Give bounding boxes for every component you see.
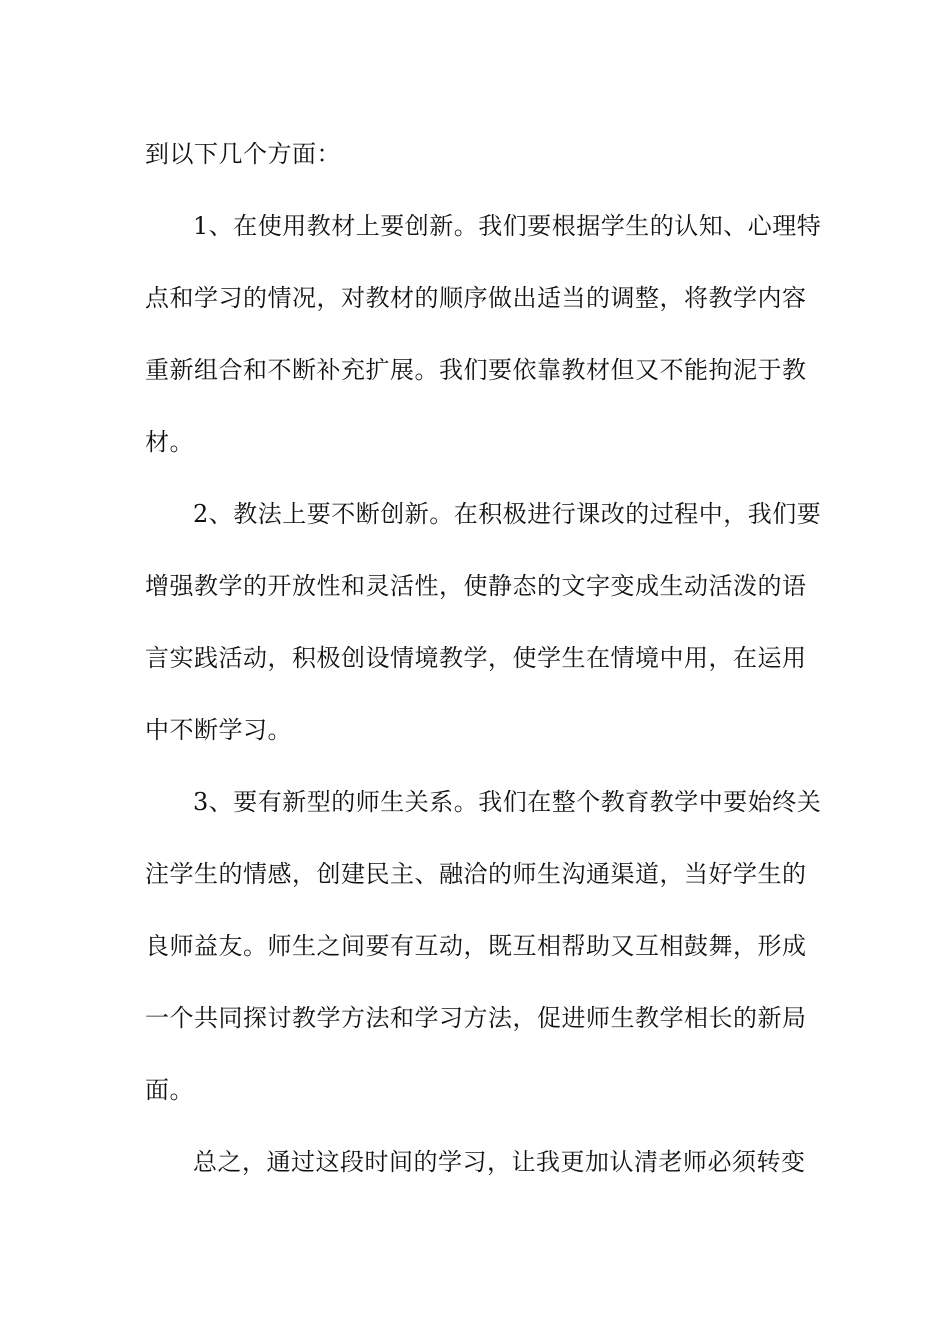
text-line: 总之，通过这段时间的学习，让我更加认清老师必须转变: [193, 1148, 806, 1176]
text-line: 点和学习的情况，对教材的顺序做出适当的调整，将教学内容: [145, 284, 807, 312]
text-line: 材。: [145, 428, 194, 456]
text-line: 注学生的情感，创建民主、融洽的师生沟通渠道，当好学生的: [145, 860, 807, 888]
text-line: 2、教法上要不断创新。在积极进行课改的过程中，我们要: [193, 500, 822, 528]
text-line: 3、要有新型的师生关系。我们在整个教育教学中要始终关: [193, 788, 822, 816]
text-line: 到以下几个方面：: [145, 140, 341, 168]
text-line: 中不断学习。: [145, 716, 292, 744]
text-line: 良师益友。师生之间要有互动，既互相帮助又互相鼓舞，形成: [145, 932, 807, 960]
text-line: 增强教学的开放性和灵活性，使静态的文字变成生动活泼的语: [145, 572, 807, 600]
text-line: 面。: [145, 1076, 194, 1104]
text-line: 言实践活动，积极创设情境教学，使学生在情境中用，在运用: [145, 644, 807, 672]
text-line: 一个共同探讨教学方法和学习方法，促进师生教学相长的新局: [145, 1004, 807, 1032]
text-line: 1、在使用教材上要创新。我们要根据学生的认知、心理特: [193, 212, 822, 240]
text-line: 重新组合和不断补充扩展。我们要依靠教材但又不能拘泥于教: [145, 356, 807, 384]
